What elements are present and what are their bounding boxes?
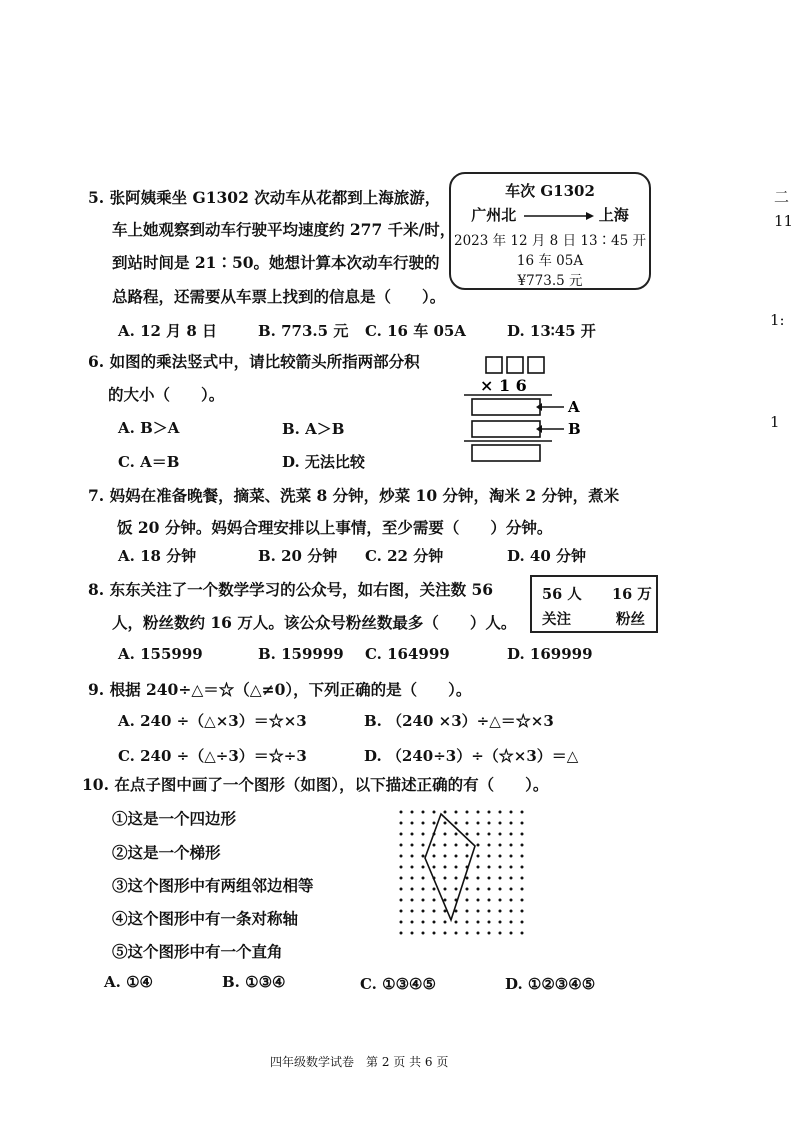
grid-dot xyxy=(521,855,524,858)
grid-dot xyxy=(466,932,469,935)
q5-option-a: A. 12 月 8 日 xyxy=(118,322,218,340)
figure-multiplier: × 1 6 xyxy=(480,376,527,395)
grid-dot xyxy=(488,910,491,913)
grid-dot xyxy=(488,888,491,891)
grid-dot xyxy=(499,899,502,902)
q5-line-3: 到站时间是 21∶50。她想计算本次动车行驶的 xyxy=(112,253,440,272)
grid-dot xyxy=(521,822,524,825)
grid-dot xyxy=(521,877,524,880)
q10-statement-4: ④这个图形中有一条对称轴 xyxy=(112,909,299,928)
q10-option-b: B. ①③④ xyxy=(222,973,286,991)
grid-dot xyxy=(433,811,436,814)
grid-dot xyxy=(477,910,480,913)
grid-dot xyxy=(411,844,414,847)
grid-dot xyxy=(411,822,414,825)
grid-dot xyxy=(444,844,447,847)
grid-dot xyxy=(455,855,458,858)
grid-dot xyxy=(499,932,502,935)
grid-dot xyxy=(433,855,436,858)
grid-dot xyxy=(455,866,458,869)
grid-dot xyxy=(466,910,469,913)
grid-dot xyxy=(433,899,436,902)
grid-dot xyxy=(422,888,425,891)
q7-line-1: 7. 妈妈在准备晚餐，摘菜、洗菜 8 分钟，炒菜 10 分钟，淘米 2 分钟，煮米 xyxy=(88,486,620,505)
grid-dot xyxy=(466,888,469,891)
grid-dot xyxy=(422,844,425,847)
q9-option-c: C. 240 ÷（△÷3）＝☆÷3 xyxy=(118,747,307,765)
grid-dot xyxy=(422,932,425,935)
grid-dot xyxy=(477,921,480,924)
grid-dot xyxy=(444,822,447,825)
edge-mark-3: 1: xyxy=(770,311,785,329)
grid-dot xyxy=(477,844,480,847)
grid-dot xyxy=(499,833,502,836)
grid-dot xyxy=(510,833,513,836)
grid-dot xyxy=(444,866,447,869)
q6-option-d: D. 无法比较 xyxy=(282,453,365,471)
q10-statement-3: ③这个图形中有两组邻边相等 xyxy=(112,876,314,895)
q8-line-1: 8. 东东关注了一个数学学习的公众号，如右图，关注数 56 xyxy=(88,580,494,599)
grid-dot xyxy=(521,910,524,913)
grid-dot xyxy=(422,833,425,836)
q8-option-d: D. 169999 xyxy=(507,645,593,663)
grid-dot xyxy=(521,921,524,924)
q6-line-1: 6. 如图的乘法竖式中，请比较箭头所指两部分积 xyxy=(88,352,420,371)
q6-option-b: B. A＞B xyxy=(282,420,345,438)
grid-dot xyxy=(433,866,436,869)
grid-dot xyxy=(488,932,491,935)
grid-dot xyxy=(433,910,436,913)
grid-dot xyxy=(466,833,469,836)
grid-dot xyxy=(433,921,436,924)
grid-dot xyxy=(422,855,425,858)
q5-option-b: B. 773.5 元 xyxy=(258,322,349,340)
grid-dot xyxy=(455,932,458,935)
grid-dot xyxy=(422,921,425,924)
q5-option-d: D. 13∶45 开 xyxy=(507,322,596,340)
grid-dot xyxy=(444,921,447,924)
q7-option-c: C. 22 分钟 xyxy=(365,547,444,565)
grid-dot xyxy=(477,811,480,814)
ticket-datetime: 2023 年 12 月 8 日 13∶45 开 xyxy=(453,233,647,249)
q8-line-2: 人，粉丝数约 16 万人。该公众号粉丝数最多（ ）人。 xyxy=(112,613,517,632)
grid-dot xyxy=(466,822,469,825)
multiplication-figure xyxy=(458,355,598,470)
fans-label: 粉丝 xyxy=(616,611,645,628)
grid-dot xyxy=(411,932,414,935)
grid-dot xyxy=(499,844,502,847)
ticket-from: 广州北 xyxy=(471,206,517,224)
edge-mark-1: 二 xyxy=(774,188,790,206)
grid-dot xyxy=(433,888,436,891)
q10-option-d: D. ①②③④⑤ xyxy=(505,975,596,993)
q10-option-a: A. ①④ xyxy=(104,973,153,991)
grid-dot xyxy=(466,899,469,902)
grid-dot xyxy=(422,910,425,913)
grid-dot xyxy=(455,811,458,814)
grid-dot xyxy=(444,932,447,935)
q7-option-b: B. 20 分钟 xyxy=(258,547,338,565)
grid-dot xyxy=(477,888,480,891)
grid-dot xyxy=(411,866,414,869)
grid-dot xyxy=(477,899,480,902)
grid-dot xyxy=(488,811,491,814)
grid-dot xyxy=(477,877,480,880)
ticket-train: 车次 G1302 xyxy=(505,182,595,200)
grid-dot xyxy=(521,844,524,847)
grid-dot xyxy=(488,822,491,825)
grid-dot xyxy=(411,877,414,880)
follow-stats-box xyxy=(530,575,658,633)
grid-dot xyxy=(400,866,403,869)
grid-dot xyxy=(455,888,458,891)
grid-dot xyxy=(400,910,403,913)
grid-dot xyxy=(499,811,502,814)
grid-dot xyxy=(400,844,403,847)
ticket-price: ¥773.5 元 xyxy=(517,273,583,289)
grid-dot xyxy=(466,844,469,847)
q7-option-d: D. 40 分钟 xyxy=(507,547,587,565)
grid-dot xyxy=(510,811,513,814)
grid-dot xyxy=(411,833,414,836)
grid-dot xyxy=(411,811,414,814)
grid-dot xyxy=(488,866,491,869)
grid-dot xyxy=(477,866,480,869)
grid-dot xyxy=(411,855,414,858)
q6-line-2: 的大小（ ）。 xyxy=(108,385,225,404)
grid-dot xyxy=(499,888,502,891)
grid-dot xyxy=(521,811,524,814)
grid-dot xyxy=(499,822,502,825)
q6-option-a: A. B＞A xyxy=(118,419,180,437)
q7-line-2: 饭 20 分钟。妈妈合理安排以上事情，至少需要（ ）分钟。 xyxy=(117,518,553,537)
grid-dot xyxy=(400,811,403,814)
q10-statement-5: ⑤这个图形中有一个直角 xyxy=(112,942,283,961)
grid-dot xyxy=(499,866,502,869)
grid-dot xyxy=(433,932,436,935)
figure-label-b: B xyxy=(568,420,581,438)
grid-dot xyxy=(444,888,447,891)
q8-option-c: C. 164999 xyxy=(365,645,450,663)
grid-dot xyxy=(455,877,458,880)
q5-line-1: 5. 张阿姨乘坐 G1302 次动车从花都到上海旅游， xyxy=(88,188,441,207)
q10-statement-2: ②这是一个梯形 xyxy=(112,843,221,862)
q9-line-1: 9. 根据 240÷△＝☆（△≠0），下列正确的是（ ）。 xyxy=(88,680,472,699)
grid-dot xyxy=(422,822,425,825)
grid-dot xyxy=(455,921,458,924)
q9-option-b: B. （240 ×3）÷△＝☆×3 xyxy=(364,712,554,730)
grid-dot xyxy=(499,910,502,913)
grid-dot xyxy=(400,888,403,891)
arrow-right-icon xyxy=(522,211,594,221)
grid-dot xyxy=(422,899,425,902)
grid-dot xyxy=(400,822,403,825)
q7-option-a: A. 18 分钟 xyxy=(118,547,197,565)
grid-dot xyxy=(433,822,436,825)
grid-dot xyxy=(433,844,436,847)
ticket-route xyxy=(451,204,649,225)
q10-statement-1: ①这是一个四边形 xyxy=(112,809,237,828)
grid-dot xyxy=(411,910,414,913)
q6-option-c: C. A＝B xyxy=(118,453,180,471)
train-ticket xyxy=(449,172,651,290)
grid-dot xyxy=(466,811,469,814)
grid-dot xyxy=(422,877,425,880)
grid-dot xyxy=(510,888,513,891)
grid-dot xyxy=(444,899,447,902)
grid-dot xyxy=(499,877,502,880)
grid-dot xyxy=(521,932,524,935)
grid-dot xyxy=(488,833,491,836)
follow-label: 关注 xyxy=(542,611,571,628)
grid-dot xyxy=(510,822,513,825)
page-footer: 四年级数学试卷 第 2 页 共 6 页 xyxy=(270,1055,449,1069)
grid-dot xyxy=(488,844,491,847)
edge-mark-4: 1 xyxy=(770,413,780,431)
grid-dot xyxy=(455,833,458,836)
grid-dot xyxy=(488,921,491,924)
grid-dot xyxy=(510,910,513,913)
dot-grid-figure xyxy=(397,808,527,938)
grid-dot xyxy=(521,833,524,836)
grid-dot xyxy=(444,855,447,858)
grid-dot xyxy=(411,888,414,891)
grid-dot xyxy=(477,822,480,825)
grid-dot xyxy=(521,888,524,891)
follow-count: 56 人 xyxy=(542,586,582,603)
grid-dot xyxy=(422,866,425,869)
edge-mark-2: 11 xyxy=(774,212,794,230)
grid-dot xyxy=(499,921,502,924)
grid-dot xyxy=(488,855,491,858)
q9-option-a: A. 240 ÷（△×3）＝☆×3 xyxy=(118,712,307,730)
figure-label-a: A xyxy=(568,398,580,416)
grid-dot xyxy=(400,877,403,880)
grid-dot xyxy=(400,833,403,836)
grid-dot xyxy=(422,811,425,814)
grid-dot xyxy=(510,855,513,858)
q5-option-c: C. 16 车 05A xyxy=(365,322,466,340)
grid-dot xyxy=(444,811,447,814)
grid-dot xyxy=(411,921,414,924)
q10-line-1: 10. 在点子图中画了一个图形（如图），以下描述正确的有（ ）。 xyxy=(82,775,549,794)
grid-dot xyxy=(510,844,513,847)
grid-dot xyxy=(455,822,458,825)
grid-dot xyxy=(466,921,469,924)
grid-dot xyxy=(477,855,480,858)
grid-dot xyxy=(444,877,447,880)
grid-dot xyxy=(400,932,403,935)
grid-dot xyxy=(488,877,491,880)
grid-dot xyxy=(510,932,513,935)
grid-dot xyxy=(510,866,513,869)
grid-dot xyxy=(400,855,403,858)
grid-dot xyxy=(521,899,524,902)
q9-option-d: D. （240÷3）÷（☆×3）＝△ xyxy=(364,747,579,765)
fans-count: 16 万 xyxy=(612,586,652,603)
grid-dot xyxy=(411,899,414,902)
grid-dot xyxy=(477,833,480,836)
grid-dot xyxy=(521,866,524,869)
grid-dot xyxy=(466,877,469,880)
grid-dot xyxy=(488,899,491,902)
grid-dot xyxy=(499,855,502,858)
grid-dot xyxy=(510,899,513,902)
q8-option-a: A. 155999 xyxy=(118,645,203,663)
grid-dot xyxy=(477,932,480,935)
q8-option-b: B. 159999 xyxy=(258,645,344,663)
grid-dot xyxy=(455,844,458,847)
grid-dot xyxy=(510,877,513,880)
q5-line-4: 总路程，还需要从车票上找到的信息是（ ）。 xyxy=(112,287,446,306)
ticket-seat: 16 车 05A xyxy=(516,253,584,269)
grid-dot xyxy=(444,833,447,836)
grid-dot xyxy=(400,921,403,924)
grid-dot xyxy=(510,921,513,924)
ticket-to: 上海 xyxy=(598,206,629,224)
grid-dot xyxy=(466,855,469,858)
q10-option-c: C. ①③④⑤ xyxy=(360,975,436,993)
grid-dot xyxy=(400,899,403,902)
q5-line-2: 车上她观察到动车行驶平均速度约 277 千米/时， xyxy=(112,220,456,239)
